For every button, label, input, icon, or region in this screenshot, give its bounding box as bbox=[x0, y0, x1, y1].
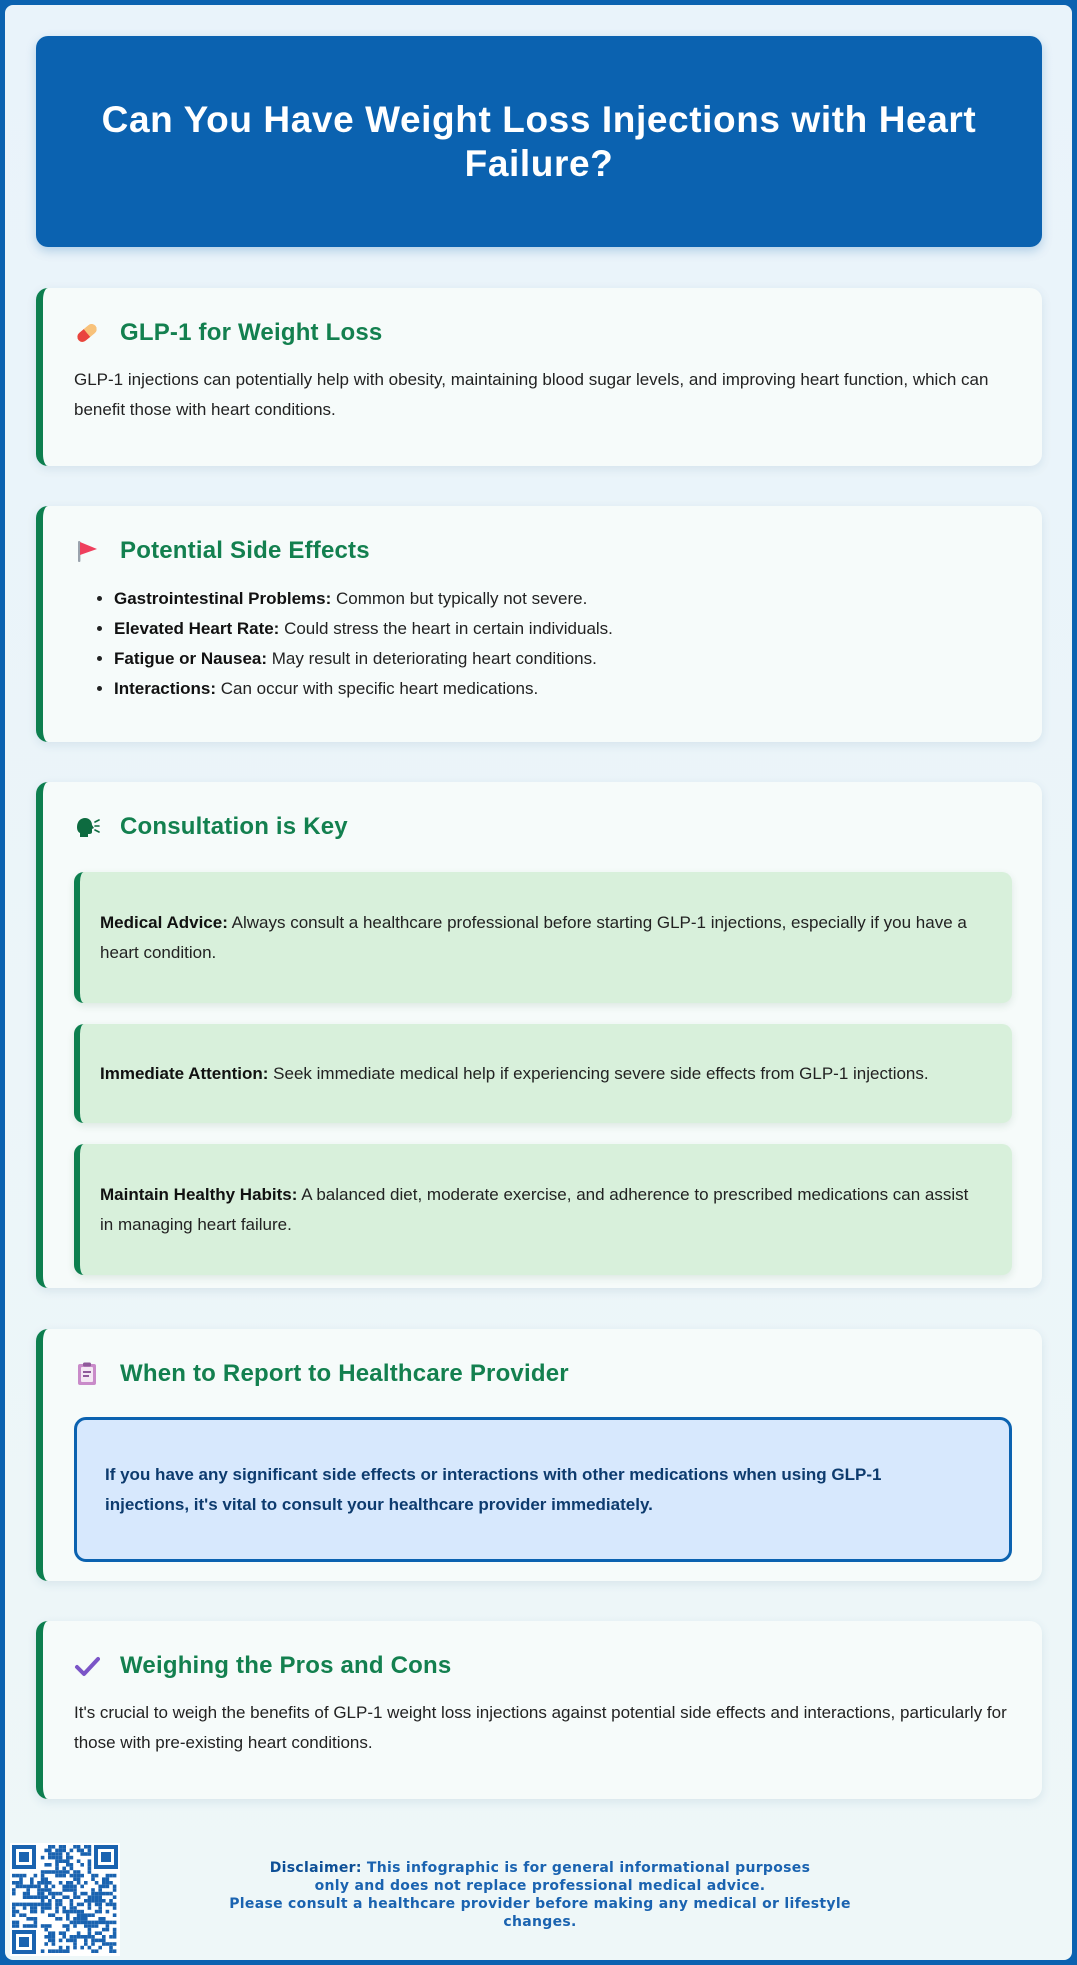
list-item: • Interactions: Can occur with specific heart medications. bbox=[114, 674, 1012, 704]
section-pros-cons-title: Weighing the Pros and Cons bbox=[120, 1652, 452, 1679]
flag-icon bbox=[74, 538, 100, 564]
section-consultation bbox=[36, 782, 1042, 1288]
section-report-title: When to Report to Healthcare Provider bbox=[120, 1360, 569, 1387]
section-glp1 bbox=[36, 288, 1042, 466]
pill-icon bbox=[74, 320, 100, 346]
section-side-effects-title: Potential Side Effects bbox=[120, 537, 370, 564]
section-glp1-header bbox=[74, 318, 1012, 348]
side-effects-list bbox=[74, 584, 1012, 704]
section-consultation-title: Consultation is Key bbox=[120, 813, 348, 840]
section-report bbox=[36, 1329, 1042, 1581]
section-report-header bbox=[74, 1359, 1012, 1389]
list-item: • Elevated Heart Rate: Could stress the heart in certain individuals. bbox=[114, 614, 1012, 644]
section-pros-cons bbox=[36, 1621, 1042, 1799]
consult-box-immediate-attention: Immediate Attention: Seek immediate medical help if experiencing severe side effects from GLP-1 injections. bbox=[74, 1024, 1012, 1123]
speaking-head-icon bbox=[74, 814, 100, 840]
section-glp1-body: GLP-1 injections can potentially help with obesity, maintaining blood sugar levels, and improving heart function, which can benefit those with heart conditions. bbox=[74, 370, 989, 419]
clipboard-icon bbox=[74, 1361, 100, 1387]
section-consultation-header bbox=[74, 812, 1012, 842]
report-alert-box bbox=[74, 1417, 1012, 1562]
page-header bbox=[36, 36, 1042, 247]
disclaimer-line1: This infographic is for general informational purposes bbox=[361, 1860, 811, 1876]
disclaimer-label: Disclaimer: bbox=[269, 1860, 362, 1876]
disclaimer bbox=[200, 1859, 880, 1931]
consult-box-healthy-habits: Maintain Healthy Habits: A balanced diet, moderate exercise, and adherence to prescribed medications can assist in managing heart failure. bbox=[74, 1144, 1012, 1275]
report-alert-text: If you have any significant side effects or interactions with other medications when using GLP-1 injections, it's vital to consult your healthcare provider immediately. bbox=[105, 1464, 882, 1514]
disclaimer-line3: Please consult a healthcare provider before making any medical or lifestyle changes. bbox=[229, 1896, 851, 1930]
section-pros-cons-header bbox=[74, 1651, 1012, 1681]
consult-box-medical-advice: Medical Advice: Always consult a healthcare professional before starting GLP-1 injections, especially if you have a heart condition. bbox=[74, 872, 1012, 1003]
section-pros-cons-body: It's crucial to weigh the benefits of GLP-1 weight loss injections against potential side effects and interactions, particularly for those with pre-existing heart conditions. bbox=[74, 1703, 1007, 1752]
list-item: • Gastrointestinal Problems: Common but typically not severe. bbox=[114, 584, 1012, 614]
check-mark-icon bbox=[74, 1653, 100, 1679]
section-glp1-title: GLP-1 for Weight Loss bbox=[120, 319, 383, 346]
disclaimer-line2: only and does not replace professional medical advice. bbox=[314, 1878, 766, 1894]
page-title: Can You Have Weight Loss Injections with Heart Failure? bbox=[101, 98, 977, 184]
section-side-effects-header bbox=[74, 536, 1012, 566]
section-side-effects bbox=[36, 506, 1042, 742]
list-item: • Fatigue or Nausea: May result in deteriorating heart conditions. bbox=[114, 644, 1012, 674]
qr-code bbox=[10, 1843, 120, 1956]
